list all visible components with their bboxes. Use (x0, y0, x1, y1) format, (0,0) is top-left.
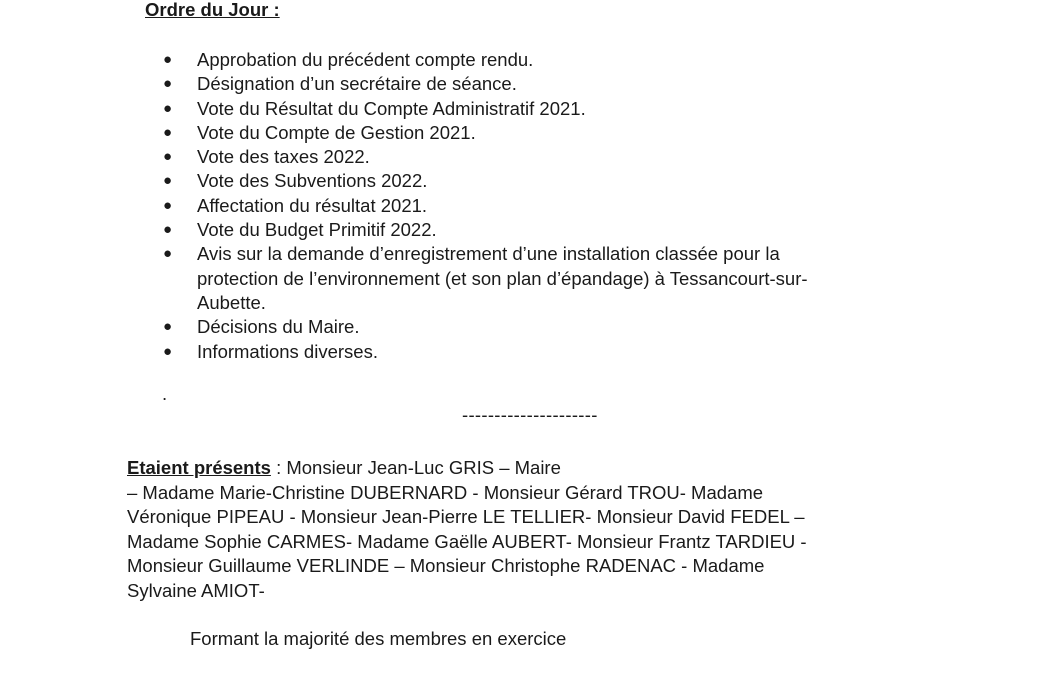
agenda-item-text: Vote des taxes 2022. (197, 146, 370, 168)
bullet-icon: ● (163, 75, 173, 93)
agenda-item-text: Informations diverses. (197, 340, 378, 362)
bullet-icon: ● (163, 172, 173, 190)
agenda-item (0, 340, 917, 364)
agenda-item-text: Aubette. (197, 291, 266, 313)
agenda-item-text: Vote du Compte de Gestion 2021. (197, 121, 476, 143)
agenda-item-text: Vote du Résultat du Compte Administratif 2021. (197, 97, 586, 119)
attendance-mayor: : Monsieur Jean-Luc GRIS – Maire (270, 457, 561, 478)
agenda-item (0, 97, 917, 121)
attendance-line: – Madame Marie-Christine DUBERNARD - Monsieur Gérard TROU- Madame (127, 481, 764, 503)
bullet-icon: ● (163, 51, 173, 68)
agenda-item (0, 169, 917, 193)
bullet-icon: ● (163, 123, 173, 141)
bullet-icon: ● (163, 318, 173, 336)
bullet-icon: ● (163, 342, 173, 360)
agenda-item-text: Affectation du résultat 2021. (197, 194, 428, 216)
attendance-line: Madame Sophie CARMES- Madame Gaëlle AUBERT- Monsieur Frantz TARDIEU - (127, 530, 807, 552)
agenda-item-text: Décisions du Maire. (197, 316, 360, 338)
agenda-item-continuation (0, 291, 917, 315)
agenda-list (0, 48, 1058, 364)
agenda-item (0, 121, 917, 145)
bullet-icon: ● (163, 99, 173, 117)
attendance-label: Etaient présents (127, 457, 271, 478)
agenda-item (0, 72, 917, 96)
attendance-line: Monsieur Guillaume VERLINDE – Monsieur Christophe RADENAC - Madame (127, 555, 765, 576)
agenda-item-text: Vote des Subventions 2022. (197, 170, 428, 192)
agenda-item (0, 48, 917, 72)
agenda-item (0, 218, 917, 242)
bullet-icon: ● (163, 196, 173, 214)
separator-line: --------------------- (462, 404, 598, 425)
agenda-item-text: Vote du Budget Primitif 2022. (197, 219, 437, 241)
agenda-item-text: Désignation d’un secrétaire de séance. (197, 73, 517, 95)
agenda-heading: Ordre du Jour : (145, 0, 280, 20)
stray-dot: . (162, 383, 168, 404)
quorum-statement: Formant la majorité des membres en exercice (190, 628, 567, 649)
agenda-item-continuation (0, 267, 917, 291)
agenda-item (0, 242, 917, 266)
attendance-line (127, 456, 927, 481)
attendance-paragraph (127, 456, 927, 603)
agenda-item (0, 145, 917, 169)
agenda-item (0, 315, 917, 339)
bullet-icon: ● (163, 148, 173, 166)
agenda-item-text: Avis sur la demande d’enregistrement d’une installation classée pour la (197, 243, 780, 265)
agenda-item (0, 194, 917, 218)
agenda-item-text: Approbation du précédent compte rendu. (197, 49, 534, 70)
attendance-line: Véronique PIPEAU - Monsieur Jean-Pierre LE TELLIER- Monsieur David FEDEL – (127, 506, 805, 527)
bullet-icon: ● (163, 221, 173, 239)
attendance-line: Sylvaine AMIOT- (127, 579, 265, 601)
agenda-item-text: protection de l’environnement (et son plan d’épandage) à Tessancourt-sur- (197, 267, 808, 289)
bullet-icon: ● (163, 245, 173, 263)
